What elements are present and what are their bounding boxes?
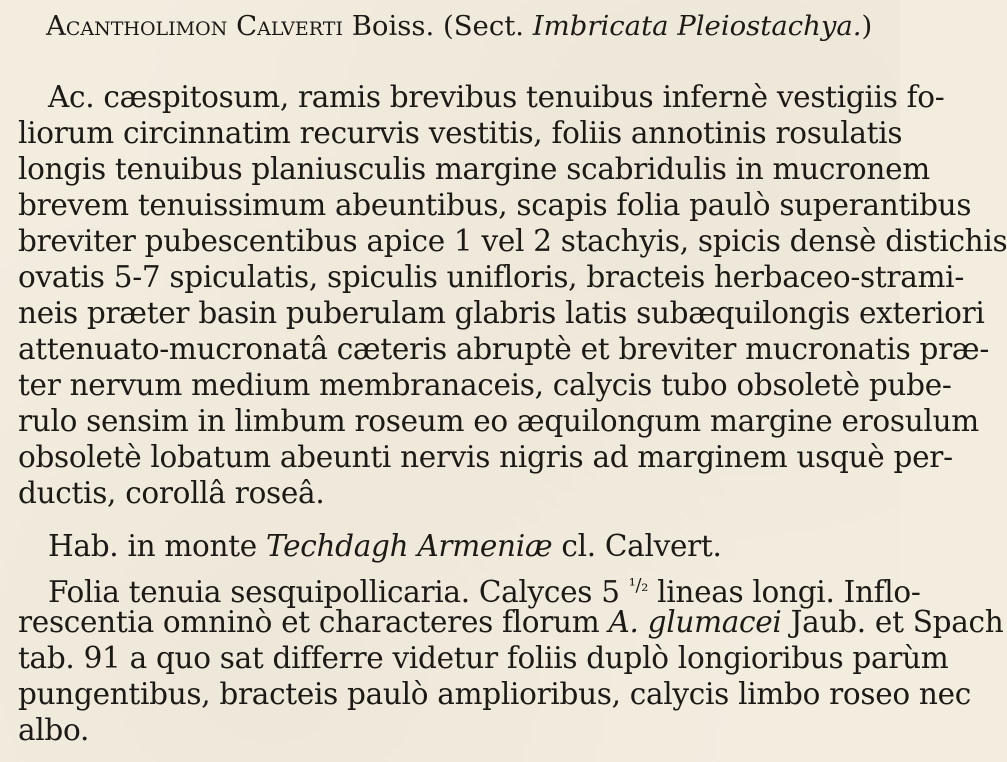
species-author: Boiss. [351,10,435,42]
description-line: attenuato-mucronatâ cæteris abruptè et breviter mucronatis præ- [18,332,990,366]
notes-line: albo. [18,713,90,747]
notes-line [18,604,1004,640]
fraction: ¹/₂ [628,576,649,596]
description-line: longis tenuibus planiusculis margine scabridulis in mucronem [18,152,930,186]
description-line: ter nervum medium membranaceis, calycis tubo obsoletè pube- [18,368,952,402]
description-line: rulo sensim in limbum roseum eo æquilongum margine erosulum [18,404,979,438]
species-heading [46,8,872,44]
section-suffix: ) [861,10,873,42]
description-line: ovatis 5-7 spiculatis, spiculis unifloris, bracteis herbaceo-strami- [18,260,964,294]
habitat-line [48,528,882,564]
habitat-prefix: Hab. in monte [48,529,257,563]
habitat-locality: Techdagh Armeniæ [266,529,553,563]
description-line: ductis, corollâ roseâ. [18,476,325,510]
description-line: obsoletè lobatum abeunti nervis nigris ad marginem usquè per- [18,440,953,474]
description-line: Ac. cæspitosum, ramis brevibus tenuibus infernè vestigiis fo- [48,80,945,114]
description-line: brevem tenuissimum abeuntibus, scapis folia paulò superantibus [18,188,972,222]
description-line: liorum circinnatim recurvis vestitis, foliis annotinis rosulatis [18,116,903,150]
notes-species: A. glumacei [608,605,782,639]
notes-text: Jaub. et Spach [790,605,1004,639]
notes-text: rescentia omninò et characteres florum [18,605,600,639]
section-prefix: (Sect. [442,10,525,42]
habitat-collector: cl. Calvert. [561,529,722,563]
description-line: breviter pubescentibus apice 1 vel 2 stachyis, spicis densè distichis [18,224,1007,258]
notes-line: tab. 91 a quo sat differre videtur foliis duplò longioribus parùm [18,641,949,675]
notes-text: lineas longi. Inflo- [657,574,921,609]
notes-text: Folia tenuia sesquipollicaria. Calyces 5 [48,574,620,609]
description-line: neis præter basin puberulam glabris latis subæquilongis exteriori [18,296,985,330]
section-name: Imbricata Pleiostachya. [532,10,862,42]
species-name: Acantholimon Calverti [46,10,343,42]
notes-line: pungentibus, bracteis paulò amplioribus, calycis limbo roseo nec [18,677,972,711]
